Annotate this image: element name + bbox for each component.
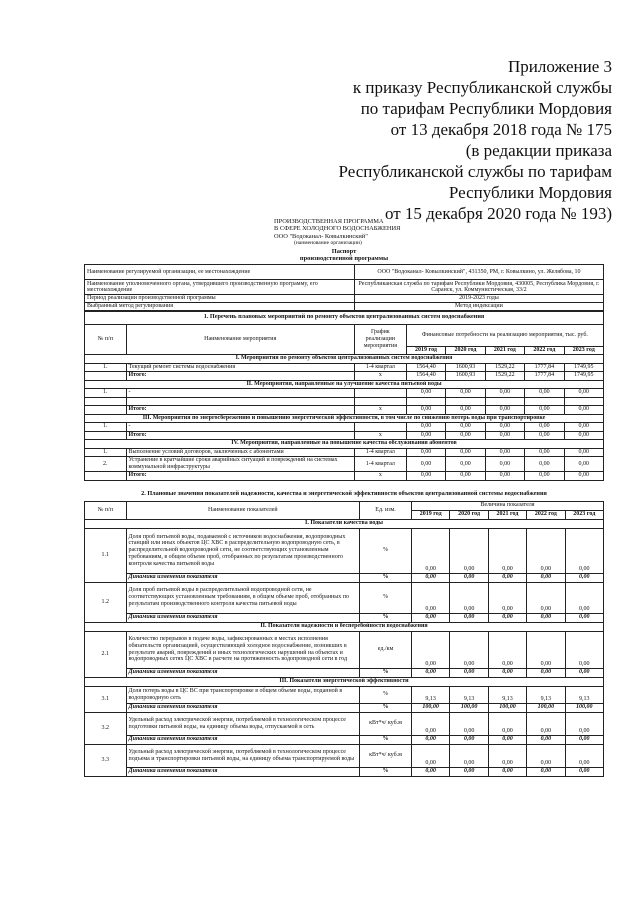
row-num: 3.3 [85, 744, 127, 776]
header-line: (в редакции приказа [465, 141, 612, 160]
row-value: 0,00 [527, 613, 565, 622]
row-name: Текущий ремонт системы водоснабжения [126, 363, 354, 372]
row-value: 9,13 [411, 686, 449, 703]
row-value: 0,00 [525, 423, 564, 432]
row-unit: % [360, 528, 412, 573]
row-num: 3.1 [85, 686, 127, 712]
table-row [85, 265, 604, 280]
passport-value: Метод индексации [354, 303, 603, 311]
dynamics-label: Динамика изменения показателя [126, 668, 360, 677]
row-value: 1600,93 [446, 372, 485, 381]
row-num [85, 472, 127, 481]
year-header: 2019 год [411, 510, 449, 519]
row-name: Удельный расход электрической энергии, потребляемой в технологическом процессе подготовки питьевой воды, на единицу объема воды, отпускаемой в сеть [126, 712, 360, 735]
row-unit: % [360, 735, 412, 744]
row-value: 1777,84 [525, 363, 564, 372]
column-header-num: № п/п [85, 501, 127, 519]
row-unit: % [360, 686, 412, 703]
row-schedule: х [354, 472, 406, 481]
table-row [85, 613, 604, 622]
row-value: 0,00 [406, 389, 445, 398]
table-row [85, 389, 604, 398]
row-name: - [126, 423, 354, 432]
row-schedule: х [354, 406, 406, 415]
row-value: 0,00 [565, 528, 603, 573]
row-name: Итого: [126, 372, 354, 381]
table-row [85, 423, 604, 432]
program-title [84, 218, 604, 240]
row-value: 0,00 [564, 448, 603, 457]
passport-subtitle: производственной программы [299, 255, 389, 263]
row-name: Выполнение условий договоров, заключенных с абонентами [126, 448, 354, 457]
passport-value: Республиканская служба по тарифам Республики Мордовия, 430005, Республика Мордовия, г. Саранск, ул. Коммунистическая, 33/2 [354, 280, 603, 295]
row-schedule [354, 389, 406, 398]
row-name: - [126, 389, 354, 398]
row-unit: кВт*ч/ куб.м [360, 712, 412, 735]
year-header: 2020 год [446, 346, 485, 355]
row-value: 0,00 [525, 389, 564, 398]
row-num: 3.2 [85, 712, 127, 744]
section-heading: III. Показатели энергетической эффективности [85, 677, 604, 686]
row-value: 0,00 [485, 472, 524, 481]
column-header-num: № п/п [85, 324, 127, 355]
year-header: 2023 год [564, 346, 603, 355]
row-value: 1564,40 [406, 372, 445, 381]
row-unit: ед./км [360, 631, 412, 668]
column-header-name: Наименование показателей [126, 501, 360, 519]
row-unit: % [360, 703, 412, 712]
table-row [85, 703, 604, 712]
table-row [85, 280, 604, 295]
row-num: 1. [85, 389, 127, 398]
table-row [85, 431, 604, 440]
row-value: 0,00 [406, 406, 445, 415]
row-value: 0,00 [446, 457, 485, 472]
table-row [85, 582, 604, 613]
table-row [85, 528, 604, 573]
passport-table [84, 264, 604, 311]
row-value: 0,00 [411, 767, 449, 776]
table-row [85, 712, 604, 735]
passport-value: 2019-2023 годы [354, 295, 603, 303]
row-value: 9,13 [565, 686, 603, 703]
org-note: (наименование организации) [294, 240, 362, 247]
table-row [85, 295, 604, 303]
column-header-schedule: График реализации мероприятия [354, 324, 406, 355]
row-name: Устранение в кратчайшие сроки аварийных ситуаций и повреждений на системах коммунальной инфраструктуры [126, 457, 354, 472]
section-heading: IV. Мероприятия, направленные на повышение качества обслуживания абонентов [85, 440, 604, 449]
passport-label: Выбранный метод регулирования [85, 303, 355, 311]
row-num: 2.1 [85, 631, 127, 677]
row-schedule: х [354, 372, 406, 381]
row-value: 0,00 [406, 457, 445, 472]
row-value: 100,00 [527, 703, 565, 712]
table-row [85, 397, 604, 406]
row-value: 0,00 [411, 573, 449, 582]
row-value: 1777,84 [525, 372, 564, 381]
row-value: 0,00 [525, 448, 564, 457]
row-value: 0,00 [450, 631, 488, 668]
row-value: 0,00 [565, 735, 603, 744]
row-value: 0,00 [527, 573, 565, 582]
row-schedule: 1-4 квартал [354, 448, 406, 457]
row-value: 0,00 [446, 423, 485, 432]
row-schedule [354, 423, 406, 432]
row-value: 0,00 [406, 448, 445, 457]
row-value: 0,00 [411, 582, 449, 613]
dynamics-label: Динамика изменения показателя [126, 767, 360, 776]
dynamics-label: Динамика изменения показателя [126, 703, 360, 712]
column-header-name: Наименование мероприятия [126, 324, 354, 355]
year-header: 2019 год [406, 346, 445, 355]
row-value: 100,00 [565, 703, 603, 712]
row-value: 0,00 [525, 472, 564, 481]
row-value: 0,00 [488, 735, 526, 744]
row-value: 1529,22 [485, 372, 524, 381]
row-value: 0,00 [488, 712, 526, 735]
section-heading: I. Показатели качества воды [85, 519, 604, 528]
row-value: 0,00 [527, 631, 565, 668]
row-value: 0,00 [411, 744, 449, 767]
row-name: Количество перерывов в подаче воды, зафиксированных в местах исполнения обязательств организацией, осуществляющей холодное водоснабжение, возникших в результате аварий, повреждений и иных технологических нарушений на объектах и водопроводных сетях ЦС ХВС в расчете на протяженность водопроводной сети в год [126, 631, 360, 668]
row-value: 0,00 [527, 668, 565, 677]
table-row [85, 573, 604, 582]
table-row [85, 735, 604, 744]
row-num: 1. [85, 363, 127, 372]
section-heading: III. Мероприятия по энергосбережению и повышению энергетической эффективности, в том числе по снижению потерь воды при транспортировке [85, 414, 604, 423]
row-value: 9,13 [527, 686, 565, 703]
row-value: 0,00 [527, 767, 565, 776]
row-value: 100,00 [450, 703, 488, 712]
row-value: 0,00 [485, 423, 524, 432]
table-row [85, 363, 604, 372]
row-value: 0,00 [564, 389, 603, 398]
row-value: 100,00 [411, 703, 449, 712]
row-schedule: х [354, 431, 406, 440]
row-value: 0,00 [446, 448, 485, 457]
table-row [85, 372, 604, 381]
year-header: 2020 год [450, 510, 488, 519]
row-value: 0,00 [450, 528, 488, 573]
header-line: по тарифам Республики Мордовия [360, 99, 612, 118]
program-title-line2: В СФЕРЕ ХОЛОДНОГО ВОДОСНАБЖЕНИЯ [274, 225, 401, 233]
table-row [85, 767, 604, 776]
row-value: 0,00 [450, 712, 488, 735]
table-row [85, 686, 604, 703]
year-header: 2022 год [525, 346, 564, 355]
row-value: 0,00 [525, 457, 564, 472]
year-header: 2023 год [565, 510, 603, 519]
row-value: 0,00 [488, 631, 526, 668]
row-value: 0,00 [564, 406, 603, 415]
table1-title: 1. Перечень плановых мероприятий по ремонту объектов централизованных систем водоснабжения [85, 312, 604, 325]
row-value: 0,00 [450, 744, 488, 767]
program-title-line1: ПРОИЗВОДСТВЕННАЯ ПРОГРАММА [274, 218, 384, 225]
row-value: 0,00 [564, 423, 603, 432]
passport-title: Паспорт [331, 247, 357, 255]
row-value: 0,00 [565, 573, 603, 582]
row-name: Итого: [126, 431, 354, 440]
header-line: Республики Мордовия [448, 183, 612, 202]
row-value: 0,00 [446, 431, 485, 440]
header-line: Приложение 3 [508, 57, 612, 76]
row-value: 0,00 [411, 528, 449, 573]
section-heading: I. Мероприятия по ремонту объектов централизованных систем водоснабжения [85, 355, 604, 364]
section-heading: II. Показатели надежности и бесперебойности водоснабжения [85, 622, 604, 631]
row-value: 0,00 [488, 528, 526, 573]
table-row [85, 472, 604, 481]
row-value: 0,00 [485, 406, 524, 415]
row-value: 0,00 [564, 431, 603, 440]
row-value: 0,00 [411, 613, 449, 622]
row-schedule: 1-4 квартал [354, 457, 406, 472]
row-unit: кВт*ч/ куб.м [360, 744, 412, 767]
year-header: 2022 год [527, 510, 565, 519]
row-value: 0,00 [527, 582, 565, 613]
repair-measures-table [84, 311, 604, 481]
production-program [84, 218, 604, 777]
row-value: 0,00 [488, 668, 526, 677]
row-value: 1749,95 [564, 372, 603, 381]
row-value: 0,00 [565, 613, 603, 622]
table-row [85, 744, 604, 767]
header-line: от 15 декабря 2020 года № 193) [384, 204, 612, 223]
row-schedule: 1-4 квартал [354, 363, 406, 372]
row-value: 0,00 [565, 712, 603, 735]
row-name: Итого: [126, 406, 354, 415]
row-value: 0,00 [406, 431, 445, 440]
dynamics-label: Динамика изменения показателя [126, 613, 360, 622]
table-row [85, 631, 604, 668]
program-org: ООО "Водоканал- Ковылкинский" [274, 232, 368, 240]
row-value: 0,00 [564, 472, 603, 481]
row-value: 0,00 [488, 573, 526, 582]
year-header: 2021 год [485, 346, 524, 355]
row-value: 0,00 [485, 431, 524, 440]
row-value: 0,00 [565, 668, 603, 677]
row-value: 0,00 [527, 528, 565, 573]
row-value: 0,00 [488, 767, 526, 776]
row-value: 1529,22 [485, 363, 524, 372]
table-row [85, 668, 604, 677]
row-value: 0,00 [450, 668, 488, 677]
row-value: 0,00 [485, 448, 524, 457]
row-value: 0,00 [525, 431, 564, 440]
passport-label: Наименование регулируемой организации, ее местонахождение [85, 265, 355, 280]
row-value: 0,00 [450, 767, 488, 776]
row-value: 0,00 [406, 472, 445, 481]
table-row [85, 457, 604, 472]
row-num: 1. [85, 423, 127, 432]
row-value: 0,00 [485, 389, 524, 398]
row-value: 0,00 [446, 406, 485, 415]
row-value: 0,00 [565, 767, 603, 776]
row-value: 0,00 [488, 744, 526, 767]
row-value: 0,00 [565, 582, 603, 613]
row-num [85, 431, 127, 440]
row-value: 0,00 [527, 735, 565, 744]
header-line: Республиканской службы по тарифам [338, 162, 612, 181]
row-unit: % [360, 573, 412, 582]
appendix-header [252, 56, 612, 224]
row-value: 9,13 [488, 686, 526, 703]
header-line: к приказу Республиканской службы [352, 78, 612, 97]
row-value: 1564,40 [406, 363, 445, 372]
table-row [85, 448, 604, 457]
row-value: 9,13 [450, 686, 488, 703]
row-value: 100,00 [488, 703, 526, 712]
table-row [85, 303, 604, 311]
table2-title: 2. Плановые значения показателей надежности, качества и энергетической эффективности объектов централизованной системы водоснабжения [141, 490, 547, 498]
header-line: от 13 декабря 2018 года № 175 [390, 120, 612, 139]
column-header-finance: Финансовые потребности на реализацию мероприятия, тыс. руб. [406, 324, 603, 346]
row-value: 0,00 [450, 582, 488, 613]
row-num: 2. [85, 457, 127, 472]
row-value: 1600,93 [446, 363, 485, 372]
row-value: 0,00 [411, 735, 449, 744]
row-name: Доля потерь воды в ЦС ВС при транспортировке в общем объеме воды, поданной в водопроводную сеть [126, 686, 360, 703]
row-value: 0,00 [485, 457, 524, 472]
row-unit: % [360, 668, 412, 677]
row-value: 0,00 [411, 668, 449, 677]
table-row [85, 406, 604, 415]
column-header-values: Величина показателя [411, 501, 603, 510]
row-num [85, 372, 127, 381]
row-value: 0,00 [411, 631, 449, 668]
row-value: 0,00 [527, 712, 565, 735]
row-num: 1.1 [85, 528, 127, 582]
section-heading: II. Мероприятия, направленные на улучшение качества питьевой воды [85, 380, 604, 389]
row-num: 1.2 [85, 582, 127, 622]
row-unit: % [360, 613, 412, 622]
row-value: 0,00 [488, 613, 526, 622]
dynamics-label: Динамика изменения показателя [126, 735, 360, 744]
row-name: Доля проб питьевой воды в распределительной водопроводной сети, не соответствующих установленным требованиям, в общем объеме проб, отобранных по результатам производственного контроля качества питьевой воды [126, 582, 360, 613]
row-value: 0,00 [450, 735, 488, 744]
row-num: 1. [85, 448, 127, 457]
row-value: 0,00 [411, 712, 449, 735]
row-value: 0,00 [450, 613, 488, 622]
row-value: 0,00 [450, 573, 488, 582]
passport-value: ООО "Водоканал- Ковылкинский", 431350, РМ, г. Ковылкино, ул. Желябова, 10 [354, 265, 603, 280]
row-value: 0,00 [488, 582, 526, 613]
row-value: 0,00 [527, 744, 565, 767]
passport-label: Наименование уполномоченного органа, утвердившего производственную программу, его местонахождение [85, 280, 355, 295]
indicators-table [84, 489, 604, 777]
row-value: 0,00 [446, 472, 485, 481]
column-header-unit: Ед. изм. [360, 501, 412, 519]
year-header: 2021 год [488, 510, 526, 519]
row-value: 0,00 [565, 631, 603, 668]
row-name: Удельный расход электрической энергии, потребляемой в технологическом процессе подъема и транспортировки питьевой воды, на единицу объема транспортируемой воды [126, 744, 360, 767]
row-value: 0,00 [446, 389, 485, 398]
dynamics-label: Динамика изменения показателя [126, 573, 360, 582]
row-num [85, 406, 127, 415]
row-name: Итого: [126, 472, 354, 481]
row-value: 1749,95 [564, 363, 603, 372]
row-value: 0,00 [565, 744, 603, 767]
row-value: 0,00 [564, 457, 603, 472]
row-value: 0,00 [525, 406, 564, 415]
row-unit: % [360, 767, 412, 776]
row-unit: % [360, 582, 412, 613]
passport-label: Период реализации производственной программы [85, 295, 355, 303]
row-value: 0,00 [406, 423, 445, 432]
row-name: Доля проб питьевой воды, подаваемой с источников водоснабжения, водопроводных станций или иных объектов ЦС ХВС в распределительную водопроводную сеть, в распределительной водопроводной сети, не соответствующих установленным требованиям, в общем объеме проб, отобранных по результатам производственного контроля качества питьевой воды [126, 528, 360, 573]
